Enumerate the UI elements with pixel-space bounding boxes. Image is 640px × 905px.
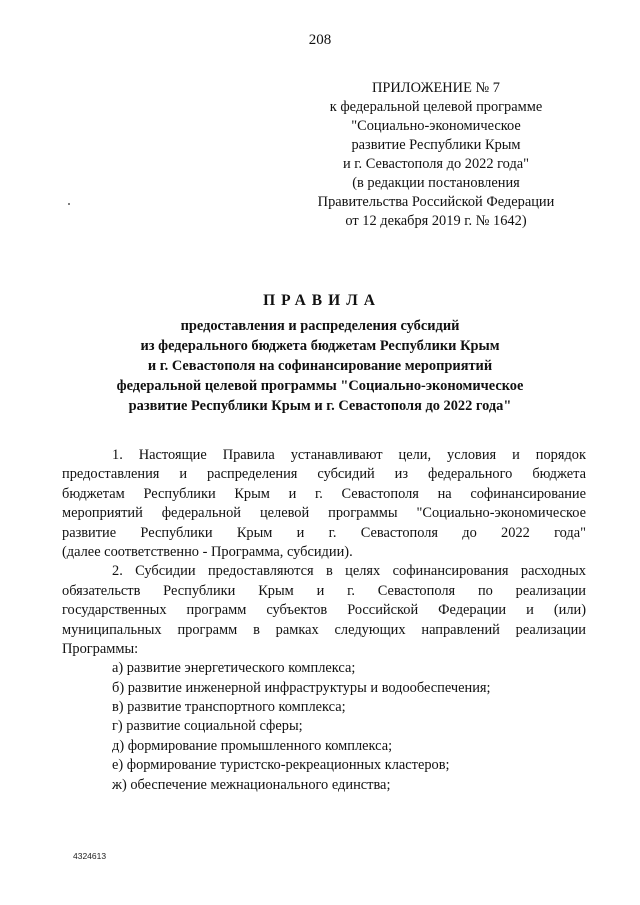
appendix-line: Правительства Российской Федерации (317, 194, 555, 210)
list-item: ж) обеспечение межнационального единства; (112, 776, 391, 793)
list-item: д) формирование промышленного комплекса; (112, 737, 393, 754)
subtitle-line: развитие Республики Крым и г. Севастополя до 2022 года" (128, 398, 512, 414)
page-number: 208 (308, 32, 332, 48)
list-item: г) развитие социальной сферы; (112, 718, 303, 735)
paragraph-line: 1. Настоящие Правила устанавливают цели, условия и порядок (112, 447, 586, 463)
paragraph-line: развитие Республики Крым и г. Севастополя до 2022 года" (62, 524, 586, 541)
document-subtitle (60, 316, 580, 416)
direction-list (62, 659, 586, 795)
appendix-line: "Социально-экономическое (351, 118, 521, 134)
scan-speck (68, 203, 70, 205)
subtitle-line: федеральной целевой программы "Социально-экономическое (116, 378, 524, 394)
document-body (62, 446, 586, 795)
paragraph-line: государственных программ субъектов Российской Федерации и (или) (62, 602, 586, 619)
paragraph-line: муниципальных программ в рамках следующих направлений реализации (62, 621, 586, 638)
list-item: а) развитие энергетического комплекса; (112, 660, 356, 677)
paragraph-line: Программы: (62, 640, 139, 657)
list-item: в) развитие транспортного комплекса; (112, 699, 346, 716)
paragraph-line: бюджетам Республики Крым и г. Севастополя на софинансирование (62, 485, 586, 502)
list-item: б) развитие инженерной инфраструктуры и водообеспечения; (112, 679, 491, 696)
appendix-line: ПРИЛОЖЕНИЕ № 7 (372, 80, 500, 96)
paragraph-line: (далее соответственно - Программа, субсидии). (62, 543, 353, 560)
document-id-code: 4324613 (73, 851, 107, 861)
paragraph-2 (62, 562, 586, 659)
appendix-line: (в редакции постановления (352, 175, 520, 191)
paragraph-line: мероприятий федеральной целевой программы "Социально-экономическое (62, 505, 586, 522)
appendix-line: от 12 декабря 2019 г. № 1642) (345, 213, 527, 229)
subtitle-line: предоставления и распределения субсидий (180, 318, 460, 334)
paragraph-1 (62, 446, 586, 562)
paragraph-line: обязательств Республики Крым и г. Севастополя по реализации (62, 582, 586, 599)
subtitle-line: из федерального бюджета бюджетам Республики Крым (140, 338, 500, 354)
appendix-line: к федеральной целевой программе (329, 99, 543, 115)
paragraph-line: предоставления и распределения субсидий из федерального бюджета (62, 466, 586, 483)
appendix-line: и г. Севастополя до 2022 года" (342, 156, 530, 172)
appendix-header (298, 79, 574, 231)
document-title: ПРАВИЛА (263, 292, 381, 309)
paragraph-line: 2. Субсидии предоставляются в целях софинансирования расходных (112, 563, 586, 580)
appendix-line: развитие Республики Крым (351, 137, 521, 153)
list-item: е) формирование туристско-рекреационных кластеров; (112, 757, 450, 774)
subtitle-line: и г. Севастополя на софинансирование мероприятий (147, 358, 493, 374)
